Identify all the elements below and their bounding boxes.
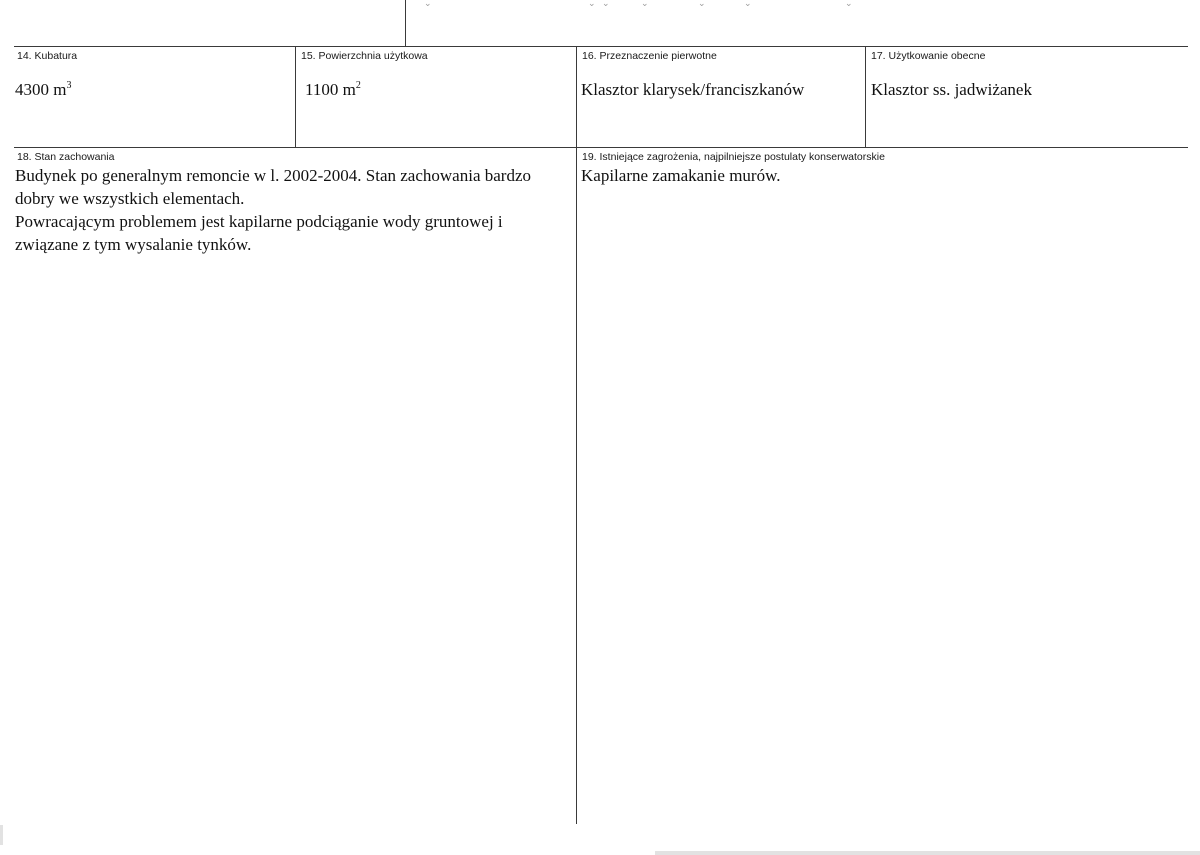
stan-line: Powracającym problemem jest kapilarne podciąganie wody gruntowej i	[15, 212, 503, 231]
scan-shadow	[655, 851, 1200, 855]
scan-mark: ⌄	[698, 0, 706, 9]
scan-mark: ⌄	[845, 0, 853, 9]
powierzchnia-value	[305, 80, 361, 100]
col-divider-3	[865, 46, 866, 147]
zagrozenia-text	[581, 164, 1181, 187]
powierzchnia-label: 15. Powierzchnia użytkowa	[301, 50, 428, 62]
uzytkowanie-label: 17. Użytkowanie obecne	[871, 50, 986, 62]
scan-mark: ⌄	[641, 0, 649, 9]
kubatura-value	[15, 80, 71, 100]
zagrozenia-label: 19. Istniejące zagrożenia, najpilniejsze postulaty konserwatorskie	[582, 151, 885, 163]
uzytkowanie-value: Klasztor ss. jadwiżanek	[871, 80, 1032, 99]
stan-line: Budynek po generalnym remoncie w l. 2002-2004. Stan zachowania bardzo	[15, 166, 531, 185]
przeznaczenie-value: Klasztor klarysek/franciszkanów	[581, 80, 805, 99]
row1-top-border	[14, 46, 1188, 47]
stan-line: dobry we wszystkich elementach.	[15, 189, 245, 208]
stan-line: związane z tym wysalanie tynków.	[15, 235, 252, 254]
stan-label: 18. Stan zachowania	[17, 151, 115, 163]
zagrozenia-line: Kapilarne zamakanie murów.	[581, 166, 781, 185]
powierzchnia-number: 1100 m	[305, 80, 356, 99]
scan-mark: ⌄	[744, 0, 752, 9]
col-divider-1	[295, 46, 296, 147]
kubatura-number: 4300 m	[15, 80, 67, 99]
powierzchnia-exponent: 2	[355, 80, 361, 91]
scan-mark: ⌄	[588, 0, 596, 9]
scan-mark: ⌄	[602, 0, 610, 9]
kubatura-exponent: 3	[66, 80, 72, 91]
scan-mark: ⌄	[424, 0, 432, 9]
stan-text	[15, 164, 570, 256]
scan-shadow	[0, 825, 3, 845]
top-stub-line	[405, 0, 406, 46]
przeznaczenie-label: 16. Przeznaczenie pierwotne	[582, 50, 717, 62]
col-divider-2	[576, 46, 577, 824]
kubatura-label: 14. Kubatura	[17, 50, 78, 62]
row2-top-border	[14, 147, 1188, 148]
